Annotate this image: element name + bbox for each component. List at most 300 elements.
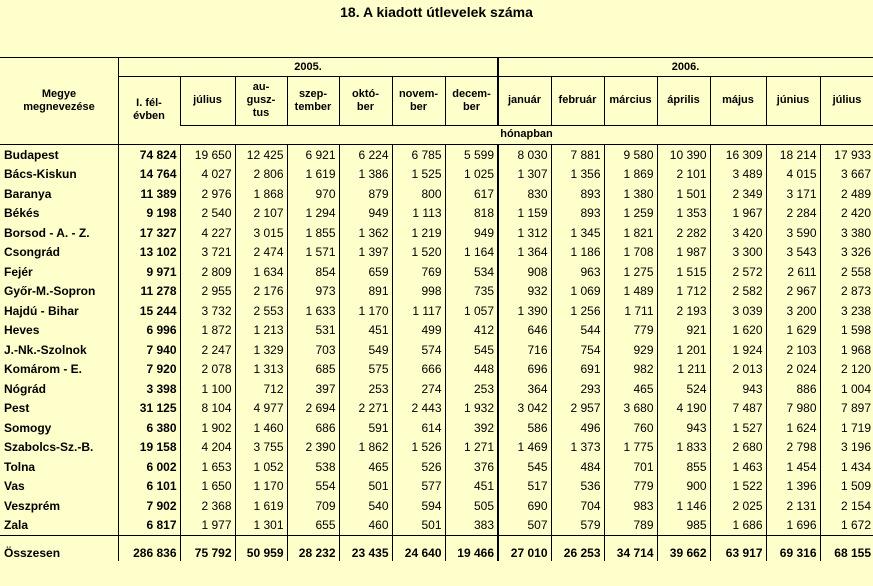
month-value: 2 611 — [766, 262, 820, 282]
month-value: 2 390 — [287, 438, 339, 458]
table-row — [0, 243, 873, 263]
table-row — [0, 379, 873, 399]
table-row — [0, 340, 873, 360]
table-row — [0, 223, 873, 243]
month-header: május — [722, 94, 754, 106]
month-value: 451 — [445, 477, 498, 497]
month-value: 2 798 — [766, 438, 820, 458]
month-value: 3 039 — [710, 301, 766, 321]
month-value: 1 489 — [604, 282, 657, 302]
month-header: január — [507, 94, 541, 106]
month-value: 392 — [445, 418, 498, 438]
region-column-header: Megye megnevezése — [23, 88, 95, 113]
month-value: 412 — [445, 321, 498, 341]
table-row — [0, 321, 873, 341]
region-name: Zala — [4, 518, 29, 533]
month-value: 779 — [604, 321, 657, 341]
month-value: 1 117 — [392, 301, 445, 321]
month-value: 507 — [498, 516, 551, 536]
month-value: 666 — [392, 360, 445, 380]
month-value: 704 — [551, 496, 604, 516]
month-value: 484 — [551, 457, 604, 477]
month-value: 39 662 — [657, 536, 710, 562]
month-value: 3 590 — [766, 223, 820, 243]
month-header: au- gusz- tus — [246, 81, 276, 119]
month-value: 1 624 — [766, 418, 820, 438]
month-value: 524 — [657, 379, 710, 399]
region-name: Fejér — [4, 264, 33, 279]
semester-value: 3 398 — [118, 379, 180, 399]
month-value: 973 — [287, 282, 339, 302]
month-value: 891 — [339, 282, 392, 302]
month-value: 1 650 — [180, 477, 235, 497]
month-value: 1 633 — [287, 301, 339, 321]
month-value: 1 525 — [392, 165, 445, 185]
semester-value: 74 824 — [118, 145, 180, 165]
month-value: 886 — [766, 379, 820, 399]
month-value: 1 708 — [604, 243, 657, 263]
table-row — [0, 282, 873, 302]
month-value: 1 509 — [820, 477, 873, 497]
month-value: 1 390 — [498, 301, 551, 321]
month-value: 499 — [392, 321, 445, 341]
month-value: 2 558 — [820, 262, 873, 282]
month-value: 2 955 — [180, 282, 235, 302]
month-value: 501 — [392, 516, 445, 536]
semester-value: 286 836 — [118, 536, 180, 562]
month-value: 1 397 — [339, 243, 392, 263]
total-row — [0, 536, 873, 562]
region-name: J.-Nk.-Szolnok — [4, 342, 87, 357]
month-value: 1 219 — [392, 223, 445, 243]
month-value: 1 307 — [498, 165, 551, 185]
month-value: 2 103 — [766, 340, 820, 360]
semester-value: 6 996 — [118, 321, 180, 341]
month-value: 3 015 — [235, 223, 287, 243]
month-value: 1 987 — [657, 243, 710, 263]
table-row — [0, 457, 873, 477]
month-value: 293 — [551, 379, 604, 399]
month-value: 2 806 — [235, 165, 287, 185]
month-value: 2 176 — [235, 282, 287, 302]
month-value: 17 933 — [820, 145, 873, 165]
semester-value: 13 102 — [118, 243, 180, 263]
semester-value: 9 971 — [118, 262, 180, 282]
month-value: 943 — [657, 418, 710, 438]
month-value: 893 — [551, 204, 604, 224]
month-value: 943 — [710, 379, 766, 399]
month-value: 2 957 — [551, 399, 604, 419]
month-value: 253 — [339, 379, 392, 399]
month-value: 2 107 — [235, 204, 287, 224]
month-value: 4 190 — [657, 399, 710, 419]
month-value: 274 — [392, 379, 445, 399]
region-name: Szabolcs-Sz.-B. — [4, 440, 94, 455]
month-value: 646 — [498, 321, 551, 341]
month-value: 985 — [657, 516, 710, 536]
region-name: Összesen — [0, 536, 118, 562]
semester-value: 14 764 — [118, 165, 180, 185]
month-value: 2 540 — [180, 204, 235, 224]
month-value: 1 164 — [445, 243, 498, 263]
month-value: 7 487 — [710, 399, 766, 419]
month-value: 1 619 — [287, 165, 339, 185]
semester-value: 31 125 — [118, 399, 180, 419]
month-value: 1 256 — [551, 301, 604, 321]
month-value: 526 — [392, 457, 445, 477]
month-value: 2 474 — [235, 243, 287, 263]
month-value: 1 170 — [339, 301, 392, 321]
month-value: 1 833 — [657, 438, 710, 458]
month-header: szep- tember — [294, 87, 332, 113]
month-value: 397 — [287, 379, 339, 399]
month-header: decem- ber — [452, 87, 491, 113]
month-value: 1 312 — [498, 223, 551, 243]
month-value: 1 619 — [235, 496, 287, 516]
month-value: 1 629 — [766, 321, 820, 341]
month-value: 1 100 — [180, 379, 235, 399]
month-header: április — [667, 94, 700, 106]
month-value: 24 640 — [392, 536, 445, 562]
month-value: 963 — [551, 262, 604, 282]
month-value: 2 694 — [287, 399, 339, 419]
month-value: 26 253 — [551, 536, 604, 562]
month-value: 534 — [445, 262, 498, 282]
month-value: 2 873 — [820, 282, 873, 302]
month-value: 6 921 — [287, 145, 339, 165]
month-value: 3 196 — [820, 438, 873, 458]
month-value: 1 672 — [820, 516, 873, 536]
month-value: 364 — [498, 379, 551, 399]
month-value: 655 — [287, 516, 339, 536]
month-value: 1 356 — [551, 165, 604, 185]
month-value: 460 — [339, 516, 392, 536]
table-header — [0, 57, 873, 145]
month-value: 617 — [445, 184, 498, 204]
month-value: 716 — [498, 340, 551, 360]
table-row — [0, 145, 873, 165]
month-value: 1 932 — [445, 399, 498, 419]
month-value: 1 146 — [657, 496, 710, 516]
region-name: Budapest — [4, 147, 59, 162]
month-value: 7 881 — [551, 145, 604, 165]
month-value: 2 680 — [710, 438, 766, 458]
month-value: 2 284 — [766, 204, 820, 224]
month-value: 685 — [287, 360, 339, 380]
table-row — [0, 204, 873, 224]
region-name: Vas — [4, 479, 25, 494]
region-name: Borsod - A. - Z. — [4, 225, 90, 240]
month-value: 63 917 — [710, 536, 766, 562]
month-value: 575 — [339, 360, 392, 380]
month-value: 2 553 — [235, 301, 287, 321]
month-value: 921 — [657, 321, 710, 341]
month-value: 929 — [604, 340, 657, 360]
year-2006-header: 2006. — [671, 60, 700, 73]
month-value: 690 — [498, 496, 551, 516]
month-value: 1 460 — [235, 418, 287, 438]
semester-value: 6 002 — [118, 457, 180, 477]
month-value: 614 — [392, 418, 445, 438]
month-value: 760 — [604, 418, 657, 438]
month-value: 908 — [498, 262, 551, 282]
month-value: 1 380 — [604, 184, 657, 204]
month-value: 2 025 — [710, 496, 766, 516]
month-header: július — [832, 94, 862, 106]
month-value: 12 425 — [235, 145, 287, 165]
month-value: 3 543 — [766, 243, 820, 263]
month-value: 735 — [445, 282, 498, 302]
month-value: 545 — [498, 457, 551, 477]
month-value: 1 821 — [604, 223, 657, 243]
month-value: 970 — [287, 184, 339, 204]
month-value: 2 489 — [820, 184, 873, 204]
month-value: 1 924 — [710, 340, 766, 360]
month-value: 2 013 — [710, 360, 766, 380]
month-value: 1 004 — [820, 379, 873, 399]
region-name: Bács-Kiskun — [4, 167, 77, 182]
region-name: Nógrád — [4, 381, 46, 396]
month-value: 2 101 — [657, 165, 710, 185]
month-value: 50 959 — [235, 536, 287, 562]
month-value: 540 — [339, 496, 392, 516]
month-value: 1 520 — [392, 243, 445, 263]
month-value: 1 515 — [657, 262, 710, 282]
month-value: 579 — [551, 516, 604, 536]
region-name: Veszprém — [4, 498, 61, 513]
month-header: február — [558, 94, 597, 106]
month-value: 2 582 — [710, 282, 766, 302]
month-value: 1 170 — [235, 477, 287, 497]
month-value: 1 113 — [392, 204, 445, 224]
month-value: 16 309 — [710, 145, 766, 165]
month-value: 830 — [498, 184, 551, 204]
month-header: március — [609, 94, 652, 106]
month-value: 2 120 — [820, 360, 873, 380]
month-value: 1 052 — [235, 457, 287, 477]
region-name: Csongrád — [4, 245, 61, 260]
month-value: 1 057 — [445, 301, 498, 321]
month-value: 383 — [445, 516, 498, 536]
table-row — [0, 399, 873, 419]
region-name: Komárom - E. — [4, 362, 83, 377]
month-value: 2 443 — [392, 399, 445, 419]
month-value: 1 869 — [604, 165, 657, 185]
month-value: 2 078 — [180, 360, 235, 380]
month-value: 554 — [287, 477, 339, 497]
month-value: 8 030 — [498, 145, 551, 165]
month-value: 1 159 — [498, 204, 551, 224]
month-value: 2 193 — [657, 301, 710, 321]
semester-value: 6 101 — [118, 477, 180, 497]
month-value: 1 719 — [820, 418, 873, 438]
month-value: 34 714 — [604, 536, 657, 562]
month-value: 1 686 — [710, 516, 766, 536]
month-value: 932 — [498, 282, 551, 302]
semester-value: 6 817 — [118, 516, 180, 536]
month-value: 1 775 — [604, 438, 657, 458]
month-value: 1 362 — [339, 223, 392, 243]
month-value: 1 386 — [339, 165, 392, 185]
month-value: 1 711 — [604, 301, 657, 321]
month-value: 1 967 — [710, 204, 766, 224]
month-value: 712 — [235, 379, 287, 399]
month-value: 1 396 — [766, 477, 820, 497]
month-value: 703 — [287, 340, 339, 360]
month-value: 23 435 — [339, 536, 392, 562]
month-value: 1 275 — [604, 262, 657, 282]
month-value: 591 — [339, 418, 392, 438]
month-value: 2 154 — [820, 496, 873, 516]
month-value: 998 — [392, 282, 445, 302]
month-value: 1 469 — [498, 438, 551, 458]
month-value: 2 976 — [180, 184, 235, 204]
month-value: 536 — [551, 477, 604, 497]
table-row — [0, 496, 873, 516]
month-value: 900 — [657, 477, 710, 497]
month-value: 1 301 — [235, 516, 287, 536]
semester-value: 15 244 — [118, 301, 180, 321]
table-row — [0, 418, 873, 438]
month-value: 854 — [287, 262, 339, 282]
month-header: június — [776, 94, 810, 106]
month-value: 3 200 — [766, 301, 820, 321]
month-value: 754 — [551, 340, 604, 360]
month-value: 818 — [445, 204, 498, 224]
month-value: 2 368 — [180, 496, 235, 516]
month-value: 4 027 — [180, 165, 235, 185]
month-value: 1 201 — [657, 340, 710, 360]
month-value: 701 — [604, 457, 657, 477]
month-value: 1 968 — [820, 340, 873, 360]
month-value: 6 224 — [339, 145, 392, 165]
month-value: 75 792 — [180, 536, 235, 562]
month-value: 2 420 — [820, 204, 873, 224]
semester-value: 7 920 — [118, 360, 180, 380]
month-value: 465 — [604, 379, 657, 399]
table-row — [0, 477, 873, 497]
month-value: 18 214 — [766, 145, 820, 165]
region-name: Békés — [4, 206, 40, 221]
month-value: 691 — [551, 360, 604, 380]
month-value: 779 — [604, 477, 657, 497]
month-value: 1 294 — [287, 204, 339, 224]
month-value: 3 489 — [710, 165, 766, 185]
month-value: 3 326 — [820, 243, 873, 263]
month-value: 1 712 — [657, 282, 710, 302]
month-value: 1 313 — [235, 360, 287, 380]
month-value: 465 — [339, 457, 392, 477]
month-value: 545 — [445, 340, 498, 360]
month-value: 2 349 — [710, 184, 766, 204]
month-value: 1 463 — [710, 457, 766, 477]
month-value: 1 211 — [657, 360, 710, 380]
month-value: 1 868 — [235, 184, 287, 204]
month-value: 855 — [657, 457, 710, 477]
month-value: 4 227 — [180, 223, 235, 243]
month-value: 1 526 — [392, 438, 445, 458]
month-value: 7 980 — [766, 399, 820, 419]
month-value: 3 667 — [820, 165, 873, 185]
month-value: 538 — [287, 457, 339, 477]
month-value: 7 897 — [820, 399, 873, 419]
month-value: 982 — [604, 360, 657, 380]
region-name: Somogy — [4, 420, 52, 435]
month-value: 549 — [339, 340, 392, 360]
month-value: 19 650 — [180, 145, 235, 165]
table-row — [0, 184, 873, 204]
month-value: 68 155 — [820, 536, 873, 562]
month-value: 1 634 — [235, 262, 287, 282]
semester-value: 7 940 — [118, 340, 180, 360]
month-value: 1 855 — [287, 223, 339, 243]
month-header: novem- ber — [398, 87, 439, 113]
semester-value: 17 327 — [118, 223, 180, 243]
month-value: 659 — [339, 262, 392, 282]
month-value: 686 — [287, 418, 339, 438]
month-value: 1 977 — [180, 516, 235, 536]
table-row — [0, 438, 873, 458]
month-value: 709 — [287, 496, 339, 516]
month-value: 253 — [445, 379, 498, 399]
table-row — [0, 516, 873, 536]
month-value: 879 — [339, 184, 392, 204]
month-value: 1 501 — [657, 184, 710, 204]
month-value: 3 042 — [498, 399, 551, 419]
month-value: 1 186 — [551, 243, 604, 263]
month-value: 27 010 — [498, 536, 551, 562]
month-value: 3 380 — [820, 223, 873, 243]
month-value: 1 025 — [445, 165, 498, 185]
semester-value: 9 198 — [118, 204, 180, 224]
month-value: 2 024 — [766, 360, 820, 380]
month-value: 983 — [604, 496, 657, 516]
month-value: 4 015 — [766, 165, 820, 185]
region-name: Baranya — [4, 186, 52, 201]
month-value: 1 345 — [551, 223, 604, 243]
month-value: 1 653 — [180, 457, 235, 477]
month-value: 544 — [551, 321, 604, 341]
month-value: 505 — [445, 496, 498, 516]
month-value: 1 696 — [766, 516, 820, 536]
month-value: 5 599 — [445, 145, 498, 165]
month-value: 2 809 — [180, 262, 235, 282]
month-value: 531 — [287, 321, 339, 341]
table-row — [0, 301, 873, 321]
month-value: 69 316 — [766, 536, 820, 562]
region-name: Heves — [4, 323, 40, 338]
month-value: 3 420 — [710, 223, 766, 243]
semester-value: 11 278 — [118, 282, 180, 302]
month-value: 19 466 — [445, 536, 498, 562]
month-value: 451 — [339, 321, 392, 341]
page-title: 18. A kiadott útlevelek száma — [340, 4, 533, 20]
month-header: július — [193, 94, 222, 106]
month-value: 2 572 — [710, 262, 766, 282]
month-value: 696 — [498, 360, 551, 380]
month-value: 1 862 — [339, 438, 392, 458]
month-value: 1 522 — [710, 477, 766, 497]
month-value: 517 — [498, 477, 551, 497]
region-name: Hajdú - Bihar — [4, 303, 79, 318]
semester-value: 6 380 — [118, 418, 180, 438]
month-value: 949 — [445, 223, 498, 243]
month-value: 448 — [445, 360, 498, 380]
month-value: 4 204 — [180, 438, 235, 458]
month-value: 28 232 — [287, 536, 339, 562]
month-value: 2 131 — [766, 496, 820, 516]
month-value: 1 373 — [551, 438, 604, 458]
